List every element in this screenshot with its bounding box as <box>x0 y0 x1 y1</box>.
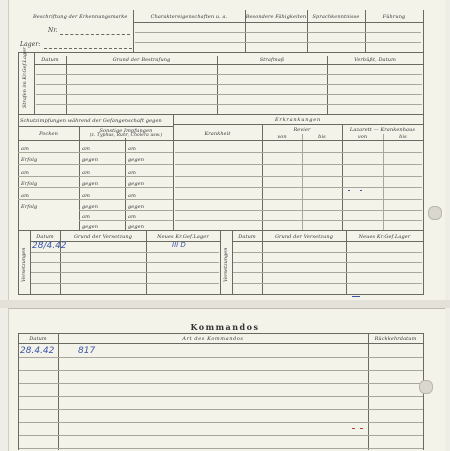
col-charakter: Charaktereigenschaften u. a. <box>150 14 228 20</box>
rule <box>19 357 423 358</box>
rule <box>19 396 423 397</box>
rule <box>18 52 424 53</box>
erk-revier-bis: bis <box>318 134 326 140</box>
rule <box>19 383 423 384</box>
rule <box>34 64 423 65</box>
erk-revier-von: von <box>277 134 287 140</box>
impf-cell: am <box>82 170 90 176</box>
impf-row-label: am <box>21 170 29 176</box>
impf-cell: gegen <box>128 204 145 210</box>
impf-cell: gegen <box>128 181 145 187</box>
rule <box>423 230 424 294</box>
rule <box>18 152 173 153</box>
sheet-gap <box>0 300 450 308</box>
rule <box>135 42 421 43</box>
rule <box>368 333 369 450</box>
rule <box>18 230 424 231</box>
rule <box>175 152 422 153</box>
impf-col-pocken: Pocken <box>39 131 58 137</box>
rule <box>423 114 424 230</box>
strafen-col-datum: Datum <box>41 57 59 63</box>
rule <box>18 230 19 294</box>
col-sprach: Sprachkenntnisse <box>312 14 360 20</box>
rule <box>18 343 424 344</box>
rule <box>31 272 219 273</box>
rule <box>233 272 422 273</box>
rule <box>19 422 423 423</box>
erkrankungen-heading: Erkrankungen <box>274 117 322 123</box>
ink-mark <box>352 296 360 297</box>
rule <box>175 164 422 165</box>
rule <box>79 126 80 230</box>
vers-col-neues: Neues Kr.Gef.Lager <box>157 234 209 240</box>
rule <box>175 176 422 177</box>
impf-row-label: Erfolg <box>21 204 38 210</box>
strafen-col-strafmass: Strafmaß <box>259 57 285 63</box>
rule <box>173 124 423 125</box>
impf-cell: gegen <box>82 157 99 163</box>
rule <box>79 220 173 221</box>
erk-lazarett-bis: bis <box>399 134 407 140</box>
kom-entry-date: 28.4.42 <box>20 346 55 356</box>
kom-col-rueckkehr: Rückkehrdatum <box>374 336 417 342</box>
vers-col-grund-right: Grund der Versetzung <box>274 234 334 240</box>
strafen-col-grund: Grund der Bestrafung <box>112 57 171 63</box>
impf-cell: am <box>128 146 136 152</box>
rule <box>31 283 219 284</box>
impf-row-label: am <box>21 146 29 152</box>
ink-mark <box>348 190 350 191</box>
rule <box>233 252 422 253</box>
impf-cell: am <box>128 193 136 199</box>
strafen-col-verbuesst: Verbüßt, Datum <box>354 57 396 63</box>
rule <box>233 262 422 263</box>
versetzungen-side-label-left: Versetzungen <box>21 247 27 282</box>
rule <box>18 333 424 334</box>
erk-col-krankheit: Krankheit <box>204 131 231 137</box>
rule <box>18 333 19 450</box>
label-beschriftung: Beschriftung der Erkennungsmarke <box>33 14 128 20</box>
impf-cell: gegen <box>128 157 145 163</box>
rule <box>18 199 173 200</box>
rule <box>232 241 423 242</box>
col-fuehrung: Führung <box>382 14 406 20</box>
rule <box>36 94 422 95</box>
ink-mark <box>352 428 355 429</box>
label-nr: Nr. <box>48 27 58 34</box>
impf-cell: am <box>128 170 136 176</box>
rule <box>220 230 221 294</box>
punch-hole <box>428 206 442 220</box>
erk-lazarett-von: von <box>357 134 368 140</box>
rule <box>19 370 423 371</box>
rule <box>18 140 423 141</box>
vers-col-neues-right: Neues Kr.Gef.Lager <box>358 234 411 240</box>
impf-cell: am <box>82 193 90 199</box>
rule <box>31 262 219 263</box>
rule <box>79 210 173 211</box>
impf-cell: gegen <box>82 181 99 187</box>
rule <box>233 283 422 284</box>
vers-entry-date: 28/4.42 <box>32 241 67 251</box>
strafen-side-label: Strafen im Kr.Gef.Lager <box>22 47 28 108</box>
impf-row-label: Erfolg <box>21 157 38 163</box>
erk-col-lazarett: Lazarett — Krankenhaus <box>349 127 416 133</box>
punch-hole <box>419 380 433 394</box>
impf-cell: gegen <box>128 224 145 230</box>
rule <box>36 104 422 105</box>
rule <box>175 210 422 211</box>
rule <box>19 409 423 410</box>
impf-col-sonstige-sub: (z. Typhus, Ruhr, Cholera usw.) <box>89 133 163 138</box>
impf-heading: Schutzimpfungen während der Gefangenschaft gegen <box>20 118 162 124</box>
erk-col-revier: Revier <box>293 127 311 133</box>
kom-entry-art: 817 <box>78 346 96 356</box>
rule <box>18 126 173 127</box>
rule <box>175 199 422 200</box>
impf-cell: gegen <box>82 204 99 210</box>
impf-cell: am <box>128 214 136 220</box>
rule <box>133 22 423 23</box>
vers-entry-lager: III D <box>172 241 186 249</box>
vers-col-grund: Grund der Versetzung <box>73 234 133 240</box>
rule <box>18 114 424 115</box>
ink-mark <box>360 428 363 429</box>
kom-col-art: Art des Kommandos <box>182 336 244 342</box>
impf-cell: am <box>82 214 90 220</box>
kom-col-datum: Datum <box>29 336 47 342</box>
kommandos-title: Kommandos <box>190 322 260 332</box>
impf-row-label: Erfolg <box>21 181 38 187</box>
impf-cell: am <box>82 146 90 152</box>
rule <box>19 448 423 449</box>
rule <box>18 164 173 165</box>
rule <box>423 52 424 114</box>
impf-cell: gegen <box>82 224 99 230</box>
versetzungen-side-label-right: Versetzungen <box>223 247 229 282</box>
vers-col-datum: Datum <box>36 234 54 240</box>
ink-mark <box>360 190 362 191</box>
rule <box>18 294 424 295</box>
rule <box>18 52 19 114</box>
rule <box>175 187 422 188</box>
rule <box>383 134 384 230</box>
rule <box>19 435 423 436</box>
impf-col-sonstige: Sonstige Impfungen <box>99 128 153 134</box>
impf-row-label: am <box>21 193 29 199</box>
rule <box>58 333 59 450</box>
rule <box>302 134 303 230</box>
label-lager: Lager: <box>20 41 41 48</box>
rule <box>18 187 173 188</box>
vers-col-datum-right: Datum <box>238 234 256 240</box>
lager-field-line <box>44 48 132 49</box>
rule <box>31 252 219 253</box>
rule <box>18 176 173 177</box>
rule <box>36 74 422 75</box>
col-faehigkeiten: Besondere Fähigkeiten <box>245 14 307 20</box>
rule <box>423 10 424 52</box>
rule <box>175 220 422 221</box>
nr-field-line <box>60 34 130 35</box>
rule <box>135 32 421 33</box>
rule <box>36 84 422 85</box>
